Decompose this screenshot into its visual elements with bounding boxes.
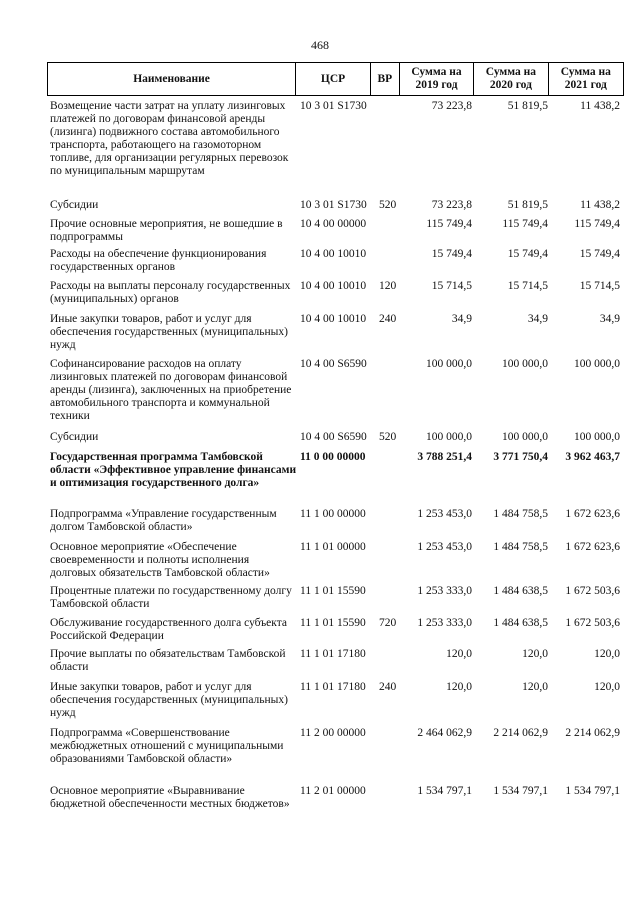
row-sum-2019: 1 253 453,0	[417, 541, 472, 553]
row-name: Возмещение части затрат на уплату лизинговых платежей по договорам финансовой аренды (лизинга) подвижного состава автомобильного транспорта, работающего на газомоторном топливе, для организации регулярных перевозок по муниципальным маршрутам	[50, 100, 289, 177]
row-vr: 240	[379, 313, 397, 325]
row-name: Обслуживание государственного долга субъекта Российской Федерации	[50, 617, 287, 642]
row-sum-2021: 100 000,0	[574, 358, 620, 370]
row-csr: 10 3 01 S1730	[300, 100, 367, 112]
row-sum-2019: 1 253 453,0	[417, 508, 472, 520]
row-sum-2021: 1 534 797,1	[565, 785, 620, 797]
row-sum-2019: 1 253 333,0	[417, 617, 472, 629]
row-sum-2021: 11 438,2	[580, 100, 620, 112]
row-sum-2019: 100 000,0	[426, 431, 472, 443]
header-sum-2020: Сумма на 2020 год	[474, 63, 548, 95]
row-name: Софинансирование расходов на оплату лизинговых платежей по договорам финансовой аренды (лизинга), заключенных на приобретение автомобильного транспорта и коммунальной техники	[50, 358, 292, 422]
row-csr: 10 4 00 S6590	[300, 358, 367, 370]
row-csr: 11 2 00 00000	[300, 727, 366, 739]
header-sum-2021: Сумма на 2021 год	[560, 66, 611, 91]
row-sum-2019: 15 749,4	[431, 248, 472, 260]
row-csr: 10 4 00 10010	[300, 280, 367, 292]
row-name: Государственная программа Тамбовской области «Эффективное управление финансами и оптимизация государственного долга»	[50, 451, 297, 489]
row-vr: 240	[379, 681, 397, 693]
row-sum-2020: 51 819,5	[507, 100, 548, 112]
row-sum-2020: 51 819,5	[507, 199, 548, 211]
row-csr: 11 1 01 17180	[300, 648, 366, 660]
row-sum-2020: 115 749,4	[502, 218, 548, 230]
row-sum-2020: 120,0	[522, 681, 548, 693]
row-sum-2021: 120,0	[594, 648, 620, 660]
row-name: Расходы на обеспечение функционирования государственных органов	[50, 248, 267, 273]
row-sum-2019: 120,0	[446, 648, 472, 660]
row-sum-2021: 3 962 463,7	[565, 451, 620, 463]
row-name: Прочие выплаты по обязательствам Тамбовской области	[50, 648, 286, 673]
row-sum-2019: 100 000,0	[426, 358, 472, 370]
row-sum-2020: 100 000,0	[502, 431, 548, 443]
row-csr: 11 1 00 00000	[300, 508, 366, 520]
header-vr: ВР	[371, 63, 400, 95]
row-csr: 11 0 00 00000	[300, 451, 366, 463]
row-csr: 11 2 01 00000	[300, 785, 366, 797]
row-sum-2021: 11 438,2	[580, 199, 620, 211]
row-vr: 520	[379, 199, 397, 211]
row-sum-2019: 1 253 333,0	[417, 585, 472, 597]
row-sum-2019: 3 788 251,4	[417, 451, 472, 463]
row-name: Расходы на выплаты персоналу государственных (муниципальных) органов	[50, 280, 291, 305]
row-sum-2021: 115 749,4	[574, 218, 620, 230]
row-sum-2019: 34,9	[451, 313, 472, 325]
row-sum-2020: 1 484 758,5	[493, 541, 548, 553]
row-name: Основное мероприятие «Выравнивание бюджетной обеспеченности местных бюджетов»	[50, 785, 290, 810]
row-sum-2019: 1 534 797,1	[417, 785, 472, 797]
header-csr: ЦСР	[296, 63, 371, 95]
row-vr: 120	[379, 280, 397, 292]
row-sum-2021: 2 214 062,9	[565, 727, 620, 739]
row-sum-2021: 15 714,5	[579, 280, 620, 292]
row-csr: 11 1 01 17180	[300, 681, 366, 693]
row-sum-2020: 1 484 638,5	[493, 617, 548, 629]
row-name: Основное мероприятие «Обеспечение своевременности и полноты исполнения долговых обязательств Тамбовской области»	[50, 541, 270, 579]
row-sum-2021: 1 672 503,6	[565, 617, 620, 629]
row-name: Подпрограмма «Совершенствование межбюджетных отношений с муниципальными образованиями Тамбовской области»	[50, 727, 284, 765]
header-name: Наименование	[48, 63, 296, 95]
row-sum-2021: 1 672 623,6	[565, 541, 620, 553]
row-name: Подпрограмма «Управление государственным долгом Тамбовской области»	[50, 508, 277, 533]
row-csr: 10 4 00 10010	[300, 248, 367, 260]
row-sum-2020: 34,9	[527, 313, 548, 325]
row-csr: 11 1 01 15590	[300, 617, 366, 629]
row-csr: 11 1 01 00000	[300, 541, 366, 553]
row-sum-2020: 120,0	[522, 648, 548, 660]
row-name: Процентные платежи по государственному долгу Тамбовской области	[50, 585, 292, 610]
page-number: 468	[311, 38, 329, 52]
row-name: Иные закупки товаров, работ и услуг для обеспечения государственных (муниципальных) нужд	[50, 313, 288, 351]
row-sum-2020: 1 484 758,5	[493, 508, 548, 520]
row-name: Субсидии	[50, 431, 99, 443]
row-name: Прочие основные мероприятия, не вошедшие в подпрограммы	[50, 218, 283, 243]
row-csr: 10 4 00 S6590	[300, 431, 367, 443]
row-sum-2019: 15 714,5	[431, 280, 472, 292]
row-sum-2020: 1 484 638,5	[493, 585, 548, 597]
row-name: Иные закупки товаров, работ и услуг для обеспечения государственных (муниципальных) нужд	[50, 681, 288, 719]
row-csr: 10 4 00 00000	[300, 218, 367, 230]
row-sum-2019: 73 223,8	[431, 199, 472, 211]
row-sum-2019: 115 749,4	[426, 218, 472, 230]
row-vr: 520	[379, 431, 397, 443]
row-sum-2019: 73 223,8	[431, 100, 472, 112]
row-sum-2020: 100 000,0	[502, 358, 548, 370]
row-csr: 10 4 00 10010	[300, 313, 367, 325]
row-csr: 10 3 01 S1730	[300, 199, 367, 211]
row-csr: 11 1 01 15590	[300, 585, 366, 597]
row-sum-2020: 15 714,5	[507, 280, 548, 292]
row-sum-2021: 100 000,0	[574, 431, 620, 443]
header-sum-2019: Сумма на 2019 год	[400, 63, 474, 95]
row-sum-2021: 1 672 503,6	[565, 585, 620, 597]
row-sum-2020: 3 771 750,4	[493, 451, 548, 463]
row-sum-2021: 120,0	[594, 681, 620, 693]
row-sum-2019: 2 464 062,9	[417, 727, 472, 739]
row-sum-2021: 34,9	[599, 313, 620, 325]
row-sum-2020: 1 534 797,1	[493, 785, 548, 797]
row-sum-2020: 15 749,4	[507, 248, 548, 260]
row-sum-2021: 1 672 623,6	[565, 508, 620, 520]
row-sum-2019: 120,0	[446, 681, 472, 693]
row-sum-2020: 2 214 062,9	[493, 727, 548, 739]
row-sum-2021: 15 749,4	[579, 248, 620, 260]
row-vr: 720	[379, 617, 397, 629]
row-name: Субсидии	[50, 199, 99, 211]
